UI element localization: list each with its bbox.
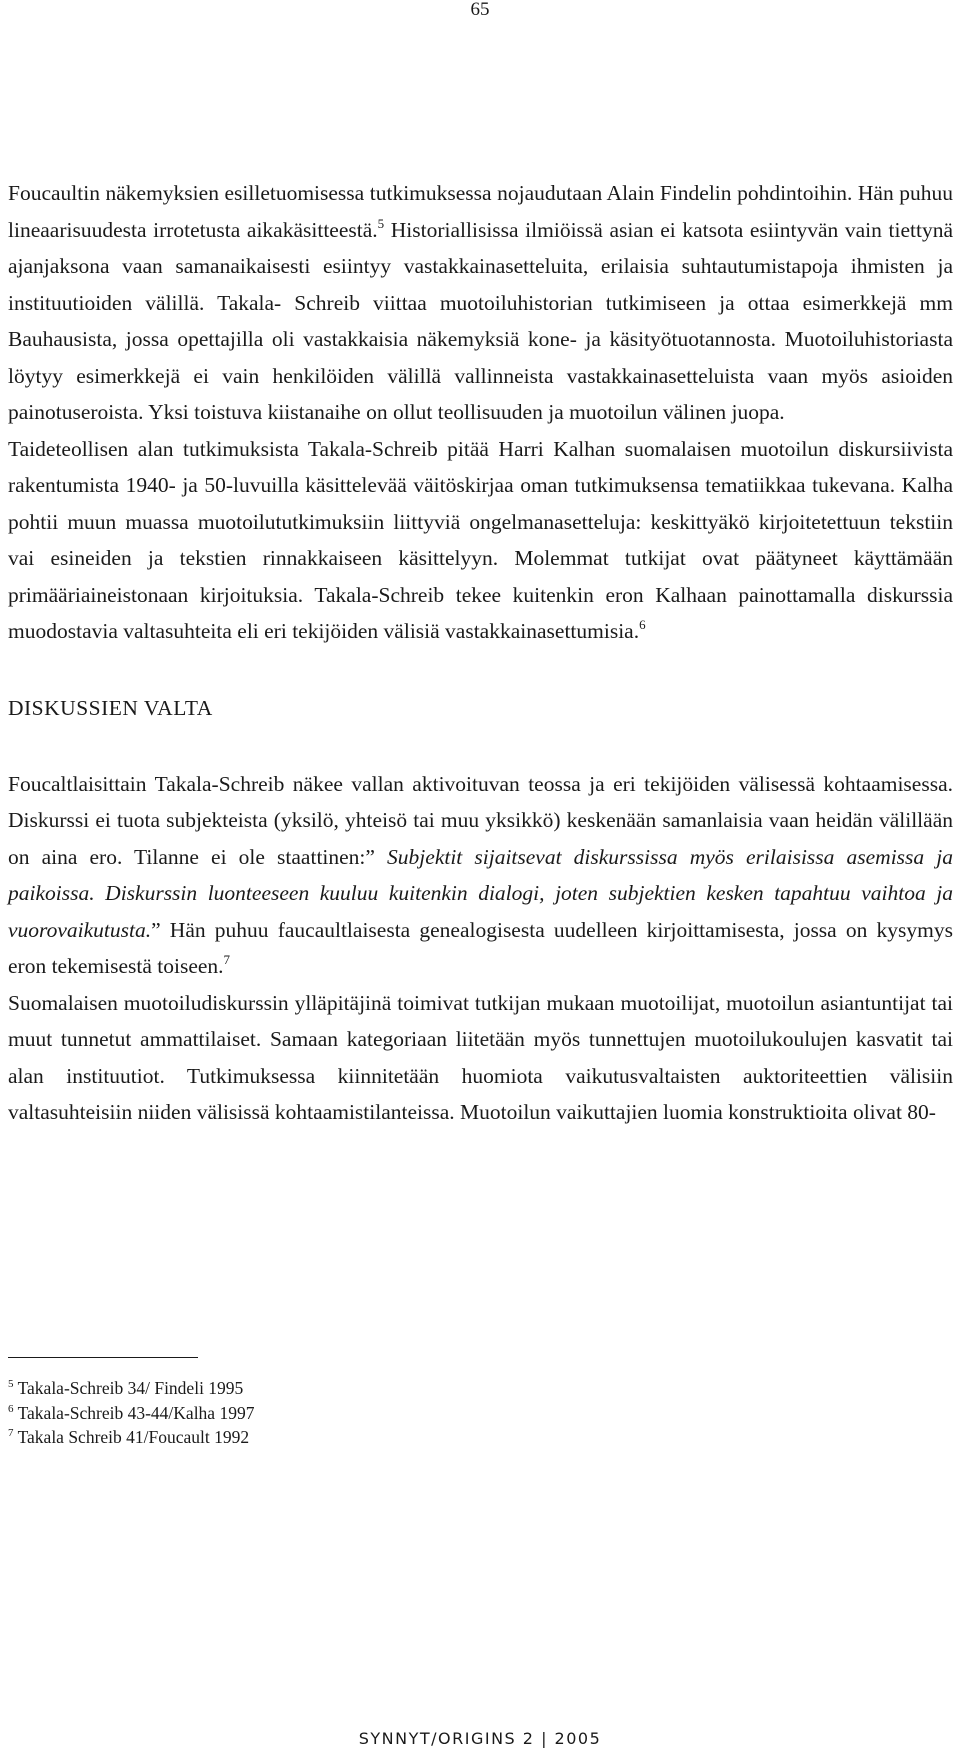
paragraph-1-text-b: Historiallisissa ilmiöissä asian ei katsota esiintyvän vain tiettynä ajanjaksona vaan samanaikaisesti esiintyy vastakkainasetteluita, erilaisia suhtautumistapoja ihmisten ja instituutioiden välillä. Takala- Schreib viittaa muotoiluhistorian tutkimiseen ja ottaa esimerkkejä mm Bauhausista, jossa opettajilla oli vastakkaisia näkemyksiä kone- ja käsityötuotannosta. Muotoiluhistoriasta löytyy esimerkkejä ei vain henkilöiden välillä vallinneista vastakkainasetteluista vaan myös asioiden painotuseroista. Yksi toistuva kiistanaihe on ollut teollisuuden ja muotoilun välinen juopa. bbox=[8, 217, 953, 424]
page-footer: SYNNYT/ORIGINS 2 | 2005 bbox=[358, 1729, 602, 1748]
paragraph-1 bbox=[8, 175, 953, 431]
paragraph-1-text-a: Foucaultin näkemyksien esilletuomisessa tutkimuksessa nojaudutaan Alain Findelin pohdintoihin. Hän puhuu lineaarisuudesta irrotetusta aikakäsitteestä. bbox=[8, 181, 953, 242]
footnote-text: Takala-Schreib 43-44/Kalha 1997 bbox=[17, 1402, 255, 1423]
page-number: 65 bbox=[470, 0, 490, 20]
paragraph-3-text-b: ” Hän puhuu faucaultlaisesta genealogisesta uudelleen kirjoittamisesta, jossa on kysymys eron tekemisestä toiseen. bbox=[8, 917, 953, 978]
footnote-5 bbox=[8, 1376, 254, 1401]
footnote-number: 7 bbox=[8, 1427, 14, 1439]
paragraph-2-text: Taideteollisen alan tutkimuksista Takala-Schreib pitää Harri Kalhan suomalaisen muotoilun diskursiivista rakentumista 1940- ja 50-luvuilla käsittelevää väitöskirjaa oman tutkimuksensa tematiikkaa tukevana. Kalha pohtii muun muassa muotoilututkimuksiin liittyviä ongelmanasetteluja: keskittyäkö kirjoitetettuun tekstiin vai esineiden ja tekstien rinnakkaiseen käsittelyyn. Molemmat tutkijat ovat päätyneet käyttämään primääriaineistonaan kirjoituksia. Takala-Schreib tekee kuitenkin eron Kalhaan painottamalla diskurssia muodostavia valtasuhteita eli eri tekijöiden välisiä vastakkainasettumisia. bbox=[8, 436, 953, 643]
section-heading: DISKUSSIEN VALTA bbox=[8, 695, 213, 720]
footnotes bbox=[8, 1376, 254, 1450]
footnote-number: 5 bbox=[8, 1378, 14, 1390]
footnote-number: 6 bbox=[8, 1402, 14, 1415]
paragraph-3-quote: Subjektit sijaitsevat diskurssissa myös erilaisissa asemissa ja paikoissa. Diskurssin luonteeseen kuuluu kuitenkin dialogi, joten subjektien kesken tapahtuu vaihtoa ja vuorovaikutusta. bbox=[8, 844, 953, 942]
footnote-text: Takala-Schreib 34/ Findeli 1995 bbox=[17, 1378, 244, 1398]
footnote-6 bbox=[8, 1401, 254, 1426]
paragraph-3-text-a: Foucaltlaisittain Takala-Schreib näkee vallan aktivoituvan teossa ja eri tekijöiden välisessä kohtaamisessa. Diskurssi ei tuota subjekteista (yksilö, yhteisö tai muu yksikkö) keskenään samanlaisia vaan heidän välillään on aina ero. Tilanne ei ole staattinen:” bbox=[8, 771, 953, 869]
footnote-7 bbox=[8, 1425, 254, 1450]
footnote-divider bbox=[8, 1357, 198, 1358]
footnote-ref-5: 5 bbox=[377, 215, 385, 231]
footnote-text: Takala Schreib 41/Foucault 1992 bbox=[17, 1427, 250, 1447]
paragraph-4-text: Suomalaisen muotoiludiskurssin ylläpitäjinä toimivat tutkijan mukaan muotoilijat, muotoilun asiantuntijat tai muut tunnetut ammattilaiset. Samaan kategoriaan liitetään myös tunnettujen muotoilukoulujen kasvatit tai alan instituutiot. Tutkimuksessa kiinnitetään huomiota vaikutusvaltaisten auktoriteettien välisiin valtasuhteisiin niiden välisissä kohtaamistilanteissa. Muotoilun vaikuttajien luomia konstruktioita olivat 80- bbox=[8, 990, 953, 1124]
footnote-ref-7: 7 bbox=[223, 952, 231, 967]
body-text bbox=[8, 175, 953, 1131]
paragraph-3 bbox=[8, 766, 953, 985]
footnote-ref-6: 6 bbox=[639, 617, 646, 632]
paragraph-4 bbox=[8, 985, 953, 1131]
paragraph-2 bbox=[8, 431, 953, 650]
